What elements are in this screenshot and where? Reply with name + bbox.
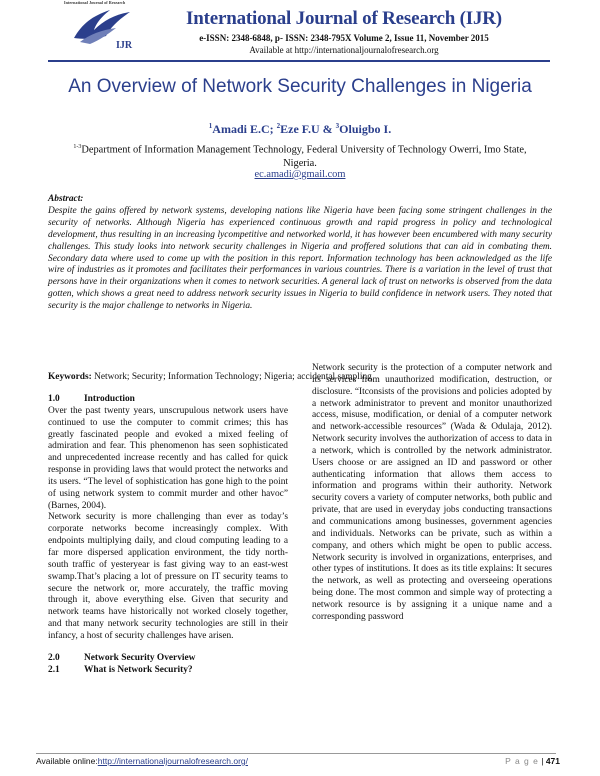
section-heading-overview: [48, 653, 288, 665]
abstract-text: Despite the gains offered by network systems, developing nations like Nigeria have been facing some stringent challenges in the security of networks. Although Nigeria has experienced continuous growth and rapid progress in policy and technological development, thus resulting in an increasing lycompetitive and networked world, it has however been encumbered with many security challenges. This study looks into network security challenges in Nigeria and proffered solutions that can aid in combating them. Secondary data where used to come up with the position in this report. Information technology has been acknowledged as the life wire of industries as it promotes and facilitates their performances in various countries. There is a variation in the level of trust that persons have in their organizations when it comes to network securities. A general lack of trust on networks is observed from the data gotten, which shows a great need to address network security issues in Nigeria to build confidence in network users. They noted that security is the major challenge to networks in Nigeria.: [48, 205, 552, 312]
section-number: 1.0: [48, 394, 60, 404]
page-number: 471: [545, 756, 560, 766]
author-sup: 3: [335, 122, 340, 130]
subsection-heading-what-is: [48, 665, 288, 677]
left-column: [48, 394, 288, 676]
section-title: Network Security Overview: [84, 652, 196, 663]
author-email-link[interactable]: ec.amadi@gmail.com: [254, 169, 346, 180]
author-name: Oluigbo I.: [339, 122, 392, 136]
page-separator: |: [538, 756, 546, 766]
journal-url[interactable]: Available at http://internationaljournalofresearch.org: [249, 45, 439, 55]
abstract: [48, 194, 552, 313]
intro-paragraph-1: Over the past twenty years, unscrupulous network users have continued to use the computer to commit crimes; this has greatly fascinated people and evoked a mixed feeling of admiration and fear. This phenomenon has seen sophisticated and unprecedented increase recently and has called for quick response in providing laws that would protect the networks and its users. “The level of sophistication has gone high to the point of using network system to commit murder and other havoc” (Barnes, 2004).: [48, 405, 288, 511]
intro-paragraph-2: Network security is more challenging than ever as today’s corporate networks become increasingly complex. With endpoints multiplying daily, and cloud computing leading to a far more dispersed application environment, the tidy north-south traffic of yesteryear is fast giving way to an east-west swamp.That’s placing a lot of pressure on IT security teams to secure the network or, more accurately, the traffic moving through it, above everything else. Given that security and network teams have historically not worked closely together, and that many network security technologies are still in their infancy, a host of security challenges have arisen.: [48, 512, 288, 641]
affiliation-text: Department of Information Management Technology, Federal University of Technology Owerri, Imo State, Nigeria.: [81, 144, 527, 170]
affiliation: [70, 140, 530, 171]
journal-logo: [70, 4, 146, 52]
author-name: Amadi E.C;: [212, 122, 274, 136]
network-security-paragraph: Network security is the protection of a computer network and its services from unauthorized modification, destruction, or disclosure. “Itconsists of the provisions and policies adopted by a network administrator to prevent and monitor unauthorized access, misuse, modification, or denial of a computer network and network-accessible resources” (Wada & Odulaja, 2012). Network security involves the authorization of access to data in a network, which is controlled by the network administrator. Users choose or are assigned an ID and password or other authenticating information that allows them access to information and programs within their authority. Network security covers a variety of computer networks, both public and private, that are used in everyday jobs conducting transactions and communications among businesses, government agencies and individuals. Networks can be private, such as within a company, and others which might be open to public access. Network security is involved in organizations, enterprises, and other types of institutions. It does as its title explains: It secures the network, as well as protecting and overseeing operations being done. The most common and simple way of protecting a network resource is by assigning it a unique name and a corresponding password: [312, 363, 552, 622]
footer-rule: [36, 753, 556, 754]
journal-issn: e-ISSN: 2348-6848, p- ISSN: 2348-795X Volume 2, Issue 11, November 2015: [199, 33, 489, 43]
logo-caption: International Journal of Research: [64, 0, 126, 5]
section-heading-intro: [48, 394, 288, 406]
author-name: Eze F.U &: [280, 122, 333, 136]
section-title: What is Network Security?: [84, 664, 193, 675]
section-number: 2.0: [48, 652, 60, 663]
header-rule: [48, 60, 550, 62]
abstract-heading: Abstract:: [48, 194, 84, 204]
footer-page: [505, 756, 560, 766]
section-number: 2.1: [48, 664, 60, 675]
author-sup: 2: [276, 122, 281, 130]
right-column: [312, 363, 552, 624]
keywords-label: Keywords:: [48, 372, 92, 382]
keywords-text: Network; Security; Information Technology; Nigeria; accidental sampling: [94, 372, 372, 382]
affiliation-sup: 1-3: [73, 144, 82, 150]
section-title: Introduction: [84, 394, 135, 404]
logo-mark: IJR: [116, 40, 133, 51]
footer-available-label: Available online:: [36, 756, 98, 766]
author-list: [30, 122, 570, 137]
author-sup: 1: [208, 122, 213, 130]
page-label: P a g e: [505, 756, 539, 766]
paper-title: An Overview of Network Security Challenges in Nigeria: [68, 76, 532, 97]
footer-availability: [36, 756, 248, 766]
journal-title: International Journal of Research (IJR): [186, 8, 502, 29]
footer-journal-link[interactable]: http://internationaljournalofresearch.org/: [97, 756, 249, 766]
